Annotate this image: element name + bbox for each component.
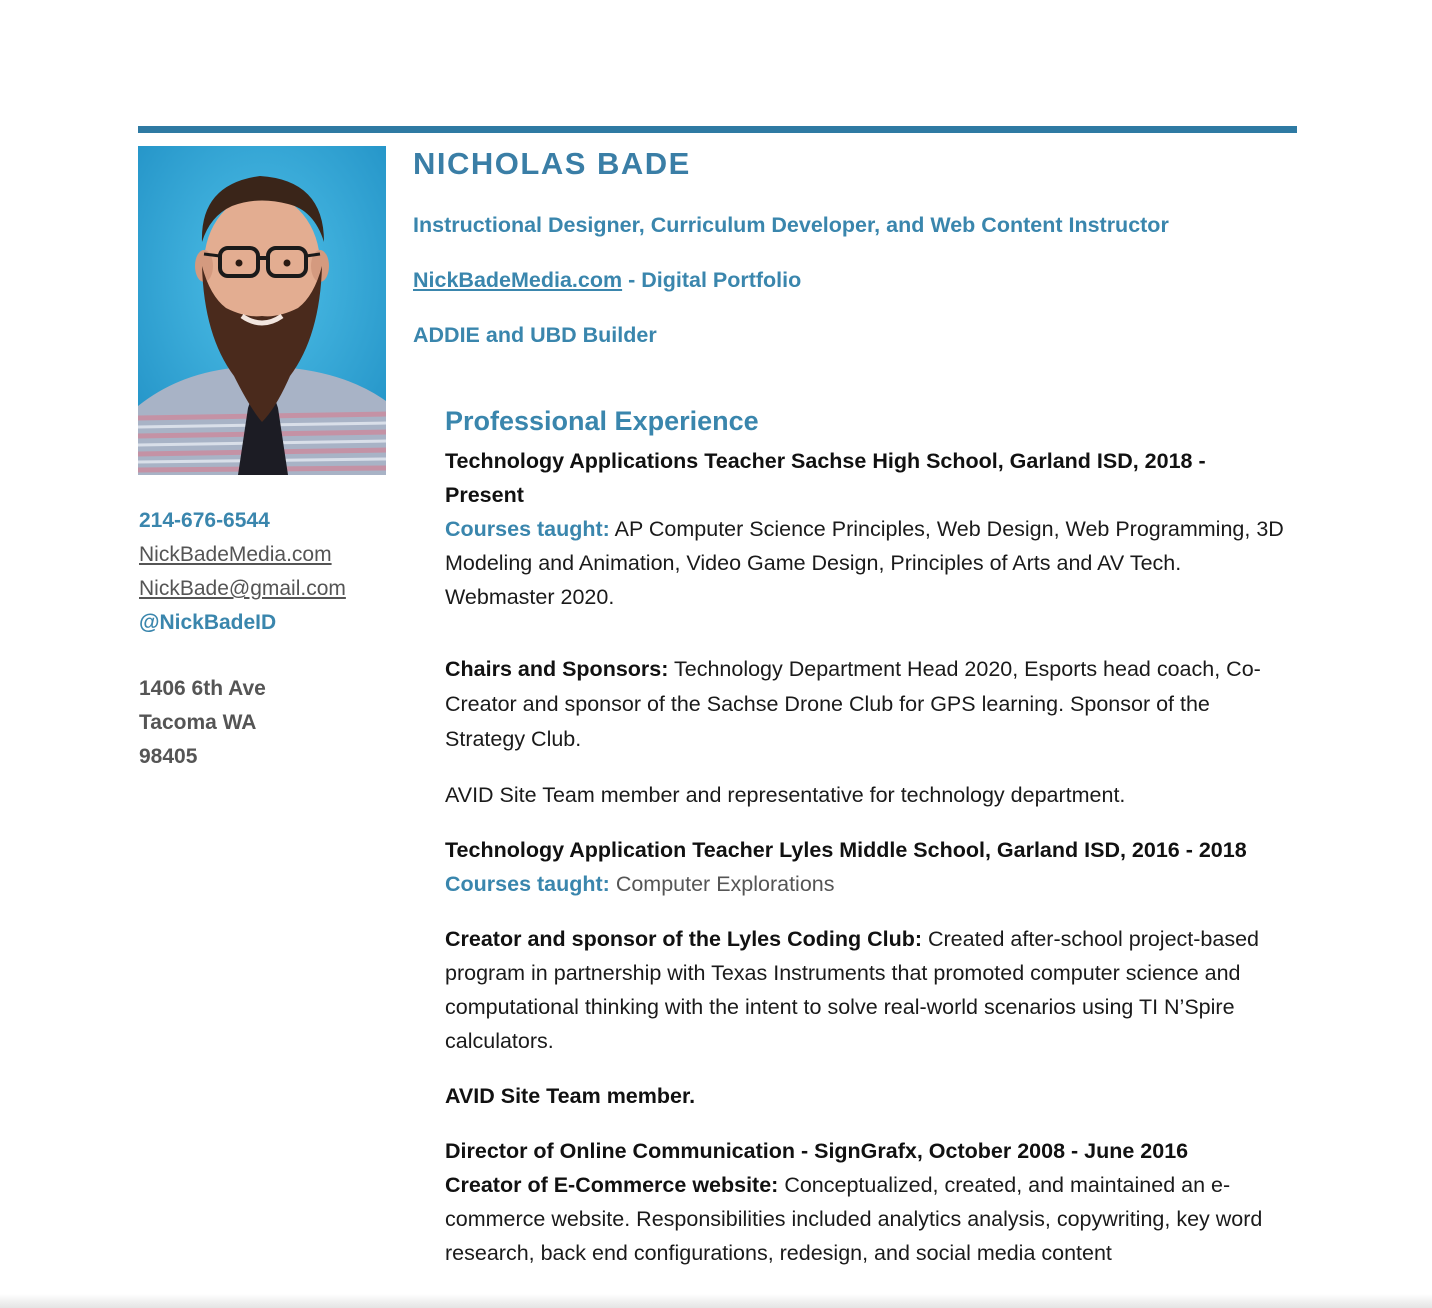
job-title: Technology Applications Teacher Sachse High School, Garland ISD, 2018 - Present — [445, 449, 1206, 507]
courses-text: Computer Explorations — [609, 872, 835, 896]
ecommerce-text: Conceptualized, created, and maintained an e-commerce website. Responsibilities included analytics analysis, copywriting, key word research, back end configurations, redesign, and social media content — [445, 1173, 1263, 1265]
courses-text: AP Computer Science Principles, Web Design, Web Programming, 3D Modeling and Animation, Video Game Design, Principles of Arts and AV Tech. Webmaster 2020. — [445, 517, 1284, 609]
section-title: Professional Experience — [445, 406, 759, 436]
profile-photo — [138, 146, 386, 475]
portfolio-line — [413, 268, 801, 293]
professional-subtitle: Instructional Designer, Curriculum Developer, and Web Content Instructor — [413, 213, 1169, 237]
experience-section — [445, 404, 1290, 1270]
address-city: Tacoma WA — [139, 711, 257, 734]
ecommerce-paragraph — [445, 1168, 1290, 1270]
address-zip: 98405 — [139, 745, 198, 768]
avid-paragraph: AVID Site Team member and representative for technology department. — [445, 783, 1126, 807]
club-paragraph — [445, 922, 1290, 1058]
page-fold-shadow — [0, 1294, 1432, 1308]
mailing-address — [139, 672, 266, 774]
email-link[interactable]: NickBade@gmail.com — [139, 577, 346, 600]
portfolio-suffix: - Digital Portfolio — [622, 268, 802, 292]
chairs-paragraph — [445, 652, 1290, 757]
courses-label: Courses taught: — [445, 872, 610, 896]
job-title: Technology Application Teacher Lyles Middle School, Garland ISD, 2016 - 2018 — [445, 838, 1247, 862]
phone-number[interactable]: 214-676-6544 — [139, 509, 270, 532]
courses-paragraph — [445, 867, 1290, 901]
chairs-text: Technology Department Head 2020, Esports head coach, Co-Creator and sponsor of the Sachse Drone Club for GPS learning. Sponsor of the Strategy Club. — [445, 657, 1261, 751]
portfolio-link[interactable]: NickBadeMedia.com — [413, 268, 623, 292]
contact-info — [139, 504, 346, 640]
resume-name: NICHOLAS BADE — [413, 146, 691, 181]
avid-text: AVID Site Team member. — [445, 1084, 696, 1108]
club-text: Created after-school project-based program in partnership with Texas Instruments that promoted computer science and computational thinking with the intent to solve real-world scenarios using TI N’Spire calculators. — [445, 927, 1260, 1053]
header-rule — [138, 126, 1297, 133]
courses-label: Courses taught: — [445, 517, 610, 541]
ecommerce-label: Creator of E-Commerce website: — [445, 1173, 779, 1197]
avid-paragraph — [445, 1079, 1290, 1113]
social-handle[interactable]: @NickBadeID — [139, 611, 277, 634]
courses-paragraph — [445, 512, 1290, 614]
job-title: Director of Online Communication - SignGrafx, October 2008 - June 2016 — [445, 1139, 1189, 1163]
address-street: 1406 6th Ave — [139, 677, 266, 700]
builder-line: ADDIE and UBD Builder — [413, 323, 657, 347]
website-link[interactable]: NickBadeMedia.com — [139, 543, 332, 566]
chairs-label: Chairs and Sponsors: — [445, 657, 669, 681]
club-label: Creator and sponsor of the Lyles Coding Club: — [445, 927, 922, 951]
